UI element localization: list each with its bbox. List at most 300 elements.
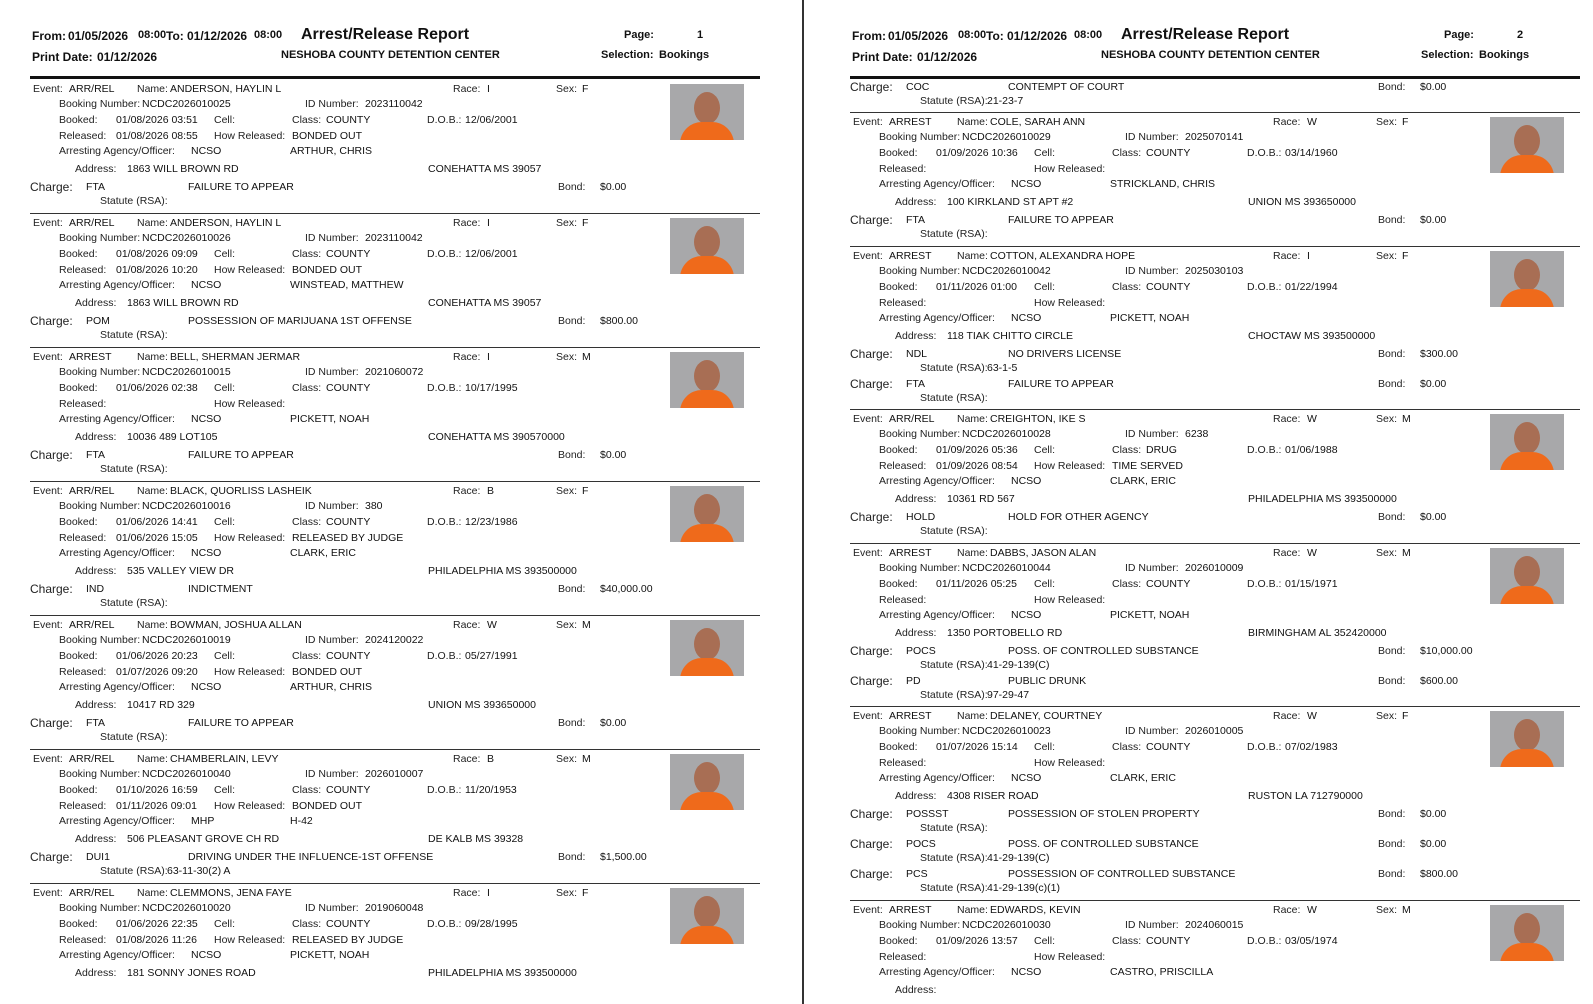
charge-label: Charge:	[30, 180, 73, 194]
event-type: ARR/REL	[889, 413, 935, 425]
inmate-name: BLACK, QUORLISS LASHEIK	[170, 485, 312, 497]
arresting-label: Arresting Agency/Officer:	[59, 949, 175, 961]
charge-bond: $1,500.00	[600, 851, 647, 863]
mugshot-photo	[1490, 905, 1564, 961]
class-label: Class:	[1112, 147, 1142, 159]
booking-entry	[850, 410, 1580, 544]
bond-label: Bond:	[558, 583, 586, 595]
id-number-label: ID Number:	[305, 232, 359, 244]
facility-name: NESHOBA COUNTY DETENTION CENTER	[281, 49, 500, 61]
cell-label: Cell:	[1034, 147, 1056, 159]
how-released-label: How Released:	[1034, 594, 1106, 606]
booking-number: NCDC2026010026	[142, 232, 231, 244]
page-divider	[802, 0, 804, 1004]
class-value: DRUG	[1146, 444, 1177, 456]
booking-entry	[850, 544, 1580, 707]
class-value: COUNTY	[1146, 935, 1191, 947]
event-label: Event:	[853, 413, 883, 425]
class-label: Class:	[1112, 935, 1142, 947]
charge-description: PUBLIC DRUNK	[1008, 675, 1087, 687]
released-datetime: 01/09/2026 08:54	[936, 460, 1018, 472]
id-number: 2026010005	[1185, 725, 1244, 737]
charge-description: FAILURE TO APPEAR	[188, 449, 294, 461]
released-label: Released:	[879, 951, 927, 963]
race-label: Race:	[1273, 250, 1301, 262]
city-state-zip: BIRMINGHAM AL 352420000	[1248, 627, 1387, 639]
booked-datetime: 01/11/2026 01:00	[936, 281, 1017, 293]
charge-bond: $10,000.00	[1420, 645, 1473, 657]
released-label: Released:	[879, 297, 927, 309]
arresting-label: Arresting Agency/Officer:	[59, 279, 175, 291]
sex-value: M	[1402, 904, 1411, 916]
id-number-label: ID Number:	[305, 366, 359, 378]
how-released-label: How Released:	[214, 264, 286, 276]
from-date: 01/05/2026	[888, 29, 949, 43]
id-number: 380	[365, 500, 383, 512]
inmate-name: ANDERSON, HAYLIN L	[170, 83, 282, 95]
bond-label: Bond:	[1378, 378, 1406, 390]
id-number-label: ID Number:	[1125, 131, 1179, 143]
released-datetime: 01/08/2026 08:55	[116, 130, 198, 142]
how-released-value: BONDED OUT	[292, 130, 363, 142]
name-label: Name:	[957, 710, 988, 722]
sex-label: Sex:	[556, 753, 578, 765]
dob-value: 12/06/2001	[465, 114, 518, 126]
inmate-name: BOWMAN, JOSHUA ALLAN	[170, 619, 302, 631]
name-label: Name:	[137, 351, 168, 363]
charge-code: PCS	[906, 868, 928, 880]
released-label: Released:	[59, 666, 107, 678]
arresting-agency: NCSO	[191, 145, 222, 157]
class-label: Class:	[292, 918, 322, 930]
mugshot-photo	[1490, 711, 1564, 767]
statute-label: Statute (RSA):	[100, 597, 168, 609]
address-value: 1863 WILL BROWN RD	[127, 163, 239, 175]
id-number: 2021060072	[365, 366, 424, 378]
charge-description: HOLD FOR OTHER AGENCY	[1008, 511, 1149, 523]
booked-label: Booked:	[59, 114, 98, 126]
charge-description: POSS. OF CONTROLLED SUBSTANCE	[1008, 838, 1199, 850]
mugshot-body	[680, 658, 734, 676]
booking-number: NCDC2026010015	[142, 366, 231, 378]
dob-label: D.O.B.:	[1247, 147, 1282, 159]
mugshot-head	[1514, 719, 1540, 751]
how-released-value: RELEASED BY JUDGE	[292, 532, 404, 544]
city-state-zip: UNION MS 393650000	[1248, 196, 1356, 208]
event-label: Event:	[33, 83, 63, 95]
event-label: Event:	[853, 547, 883, 559]
charge-code: NDL	[906, 348, 928, 360]
carried-charge-code: COC	[906, 81, 930, 93]
race-label: Race:	[453, 83, 481, 95]
race-label: Race:	[1273, 710, 1301, 722]
report-title: Arrest/Release Report	[1121, 26, 1290, 43]
carried-charge-bond: $0.00	[1420, 81, 1447, 93]
dob-label: D.O.B.:	[427, 114, 462, 126]
booked-datetime: 01/06/2026 02:38	[116, 382, 198, 394]
booked-label: Booked:	[59, 918, 98, 930]
released-label: Released:	[59, 532, 107, 544]
inmate-name: DABBS, JASON ALAN	[990, 547, 1097, 559]
mugshot-body	[1500, 452, 1554, 470]
event-label: Event:	[33, 217, 63, 229]
charge-label: Charge:	[30, 314, 73, 328]
page-number: 1	[697, 29, 704, 41]
how-released-label: How Released:	[214, 398, 286, 410]
id-number: 2024060015	[1185, 919, 1244, 931]
arresting-officer: CLARK, ERIC	[1110, 475, 1176, 487]
race-value: W	[1307, 116, 1317, 128]
sex-value: M	[582, 351, 591, 363]
class-value: COUNTY	[326, 650, 371, 662]
charge-code: IND	[86, 583, 105, 595]
address-label: Address:	[75, 565, 117, 577]
address-label: Address:	[75, 163, 117, 175]
released-label: Released:	[879, 460, 927, 472]
address-label: Address:	[895, 330, 937, 342]
id-number: 2026010009	[1185, 562, 1244, 574]
event-label: Event:	[853, 116, 883, 128]
charge-bond: $0.00	[600, 449, 627, 461]
arresting-officer: PICKETT, NOAH	[290, 949, 370, 961]
report-page-2	[850, 0, 1580, 1004]
city-state-zip: CONEHATTA MS 390570000	[428, 431, 565, 443]
race-value: W	[1307, 710, 1317, 722]
race-label: Race:	[1273, 904, 1301, 916]
race-value: I	[487, 351, 490, 363]
facility-name: NESHOBA COUNTY DETENTION CENTER	[1101, 49, 1320, 61]
charge-statute: 41-29-139(C)	[987, 659, 1050, 671]
class-label: Class:	[1112, 444, 1142, 456]
arresting-agency: NCSO	[1011, 772, 1042, 784]
charge-description: POSS. OF CONTROLLED SUBSTANCE	[1008, 645, 1199, 657]
booking-number: NCDC2026010040	[142, 768, 231, 780]
charge-description: POSSESSION OF CONTROLLED SUBSTANCE	[1008, 868, 1236, 880]
arresting-officer: STRICKLAND, CHRIS	[1110, 178, 1216, 190]
statute-label: Statute (RSA):	[100, 329, 168, 341]
arresting-label: Arresting Agency/Officer:	[879, 772, 995, 784]
id-number-label: ID Number:	[305, 634, 359, 646]
booking-number-label: Booking Number:	[59, 768, 141, 780]
booking-entry	[850, 707, 1580, 901]
sex-value: M	[1402, 547, 1411, 559]
booking-entry	[30, 884, 760, 1004]
booking-number-label: Booking Number:	[59, 232, 141, 244]
race-value: W	[1307, 547, 1317, 559]
mugshot-body	[680, 122, 734, 140]
arresting-agency: NCSO	[191, 681, 222, 693]
statute-label: Statute (RSA):	[920, 228, 988, 240]
charge-bond: $0.00	[600, 181, 627, 193]
mugshot-photo	[1490, 548, 1564, 604]
charge-code: POM	[86, 315, 110, 327]
released-datetime: 01/08/2026 11:26	[116, 934, 197, 946]
report-page-1	[30, 0, 760, 1004]
class-value: COUNTY	[1146, 578, 1191, 590]
class-label: Class:	[292, 784, 322, 796]
booked-datetime: 01/06/2026 20:23	[116, 650, 198, 662]
dob-label: D.O.B.:	[427, 650, 462, 662]
inmate-name: COLE, SARAH ANN	[990, 116, 1086, 128]
from-label: From:	[852, 29, 886, 43]
mugshot-head	[694, 226, 720, 258]
charge-description: FAILURE TO APPEAR	[1008, 378, 1114, 390]
mugshot-body	[1500, 289, 1554, 307]
charge-code: POCS	[906, 838, 936, 850]
bond-label: Bond:	[1378, 675, 1406, 687]
sex-value: F	[1402, 710, 1409, 722]
arresting-agency: NCSO	[191, 547, 222, 559]
event-type: ARREST	[889, 250, 932, 262]
booked-datetime: 01/06/2026 14:41	[116, 516, 198, 528]
arresting-agency: NCSO	[191, 413, 222, 425]
how-released-label: How Released:	[1034, 297, 1106, 309]
booking-number-label: Booking Number:	[59, 634, 141, 646]
city-state-zip: CONEHATTA MS 39057	[428, 297, 542, 309]
sex-value: F	[582, 887, 589, 899]
class-value: COUNTY	[326, 382, 371, 394]
charge-label: Charge:	[850, 674, 893, 688]
statute-label: Statute (RSA):	[920, 362, 988, 374]
arresting-agency: NCSO	[1011, 966, 1042, 978]
booking-number-label: Booking Number:	[879, 919, 961, 931]
mugshot-head	[1514, 422, 1540, 454]
arresting-agency: NCSO	[1011, 609, 1042, 621]
booking-number: NCDC2026010044	[962, 562, 1051, 574]
name-label: Name:	[137, 83, 168, 95]
mugshot-head	[1514, 125, 1540, 157]
charge-bond: $0.00	[600, 717, 627, 729]
how-released-label: How Released:	[1034, 460, 1106, 472]
arresting-label: Arresting Agency/Officer:	[59, 547, 175, 559]
arresting-label: Arresting Agency/Officer:	[59, 413, 175, 425]
charge-description: FAILURE TO APPEAR	[188, 181, 294, 193]
arresting-agency: NCSO	[191, 949, 222, 961]
race-label: Race:	[453, 619, 481, 631]
to-date: 01/12/2026	[1007, 29, 1068, 43]
charge-bond: $0.00	[1420, 214, 1447, 226]
cell-label: Cell:	[1034, 281, 1056, 293]
inmate-name: DELANEY, COURTNEY	[990, 710, 1103, 722]
name-label: Name:	[137, 485, 168, 497]
address-value: 1863 WILL BROWN RD	[127, 297, 239, 309]
mugshot-head	[694, 628, 720, 660]
sex-value: F	[582, 485, 589, 497]
from-time: 08:00	[138, 29, 167, 41]
event-type: ARR/REL	[69, 887, 115, 899]
city-state-zip: DE KALB MS 39328	[428, 833, 524, 845]
sex-label: Sex:	[556, 351, 578, 363]
charge-statute: 63-1-5	[987, 362, 1018, 374]
charge-bond: $0.00	[1420, 511, 1447, 523]
from-date: 01/05/2026	[68, 29, 129, 43]
released-datetime: 01/06/2026 15:05	[116, 532, 198, 544]
id-number: 2025070141	[1185, 131, 1244, 143]
dob-value: 01/15/1971	[1285, 578, 1338, 590]
id-number-label: ID Number:	[1125, 919, 1179, 931]
statute-label: Statute (RSA):	[920, 392, 988, 404]
statute-label: Statute (RSA):	[920, 822, 988, 834]
how-released-label: How Released:	[214, 800, 286, 812]
carried-over-charge	[850, 80, 1580, 113]
city-state-zip: PHILADELPHIA MS 393500000	[428, 967, 577, 979]
to-date: 01/12/2026	[187, 29, 248, 43]
event-label: Event:	[33, 619, 63, 631]
cell-label: Cell:	[214, 382, 236, 394]
mugshot-photo	[670, 218, 744, 274]
booked-label: Booked:	[59, 516, 98, 528]
address-label: Address:	[75, 297, 117, 309]
booking-number-label: Booking Number:	[879, 725, 961, 737]
booking-entry	[30, 616, 760, 750]
arresting-officer: PICKETT, NOAH	[290, 413, 370, 425]
dob-value: 01/22/1994	[1285, 281, 1338, 293]
name-label: Name:	[137, 217, 168, 229]
booking-number-label: Booking Number:	[879, 265, 961, 277]
class-label: Class:	[1112, 741, 1142, 753]
class-label: Class:	[292, 516, 322, 528]
id-number-label: ID Number:	[1125, 725, 1179, 737]
address-value: 4308 RISER ROAD	[947, 790, 1039, 802]
released-label: Released:	[879, 594, 927, 606]
how-released-value: BONDED OUT	[292, 666, 363, 678]
charge-code: FTA	[86, 449, 106, 461]
city-state-zip: UNION MS 393650000	[428, 699, 536, 711]
arresting-agency: NCSO	[1011, 178, 1042, 190]
inmate-name: COTTON, ALEXANDRA HOPE	[990, 250, 1136, 262]
class-label: Class:	[292, 248, 322, 260]
arresting-label: Arresting Agency/Officer:	[59, 145, 175, 157]
mugshot-photo	[670, 754, 744, 810]
statute-label: Statute (RSA):	[920, 95, 988, 107]
how-released-label: How Released:	[214, 532, 286, 544]
mugshot-body	[680, 256, 734, 274]
address-value: 1350 PORTOBELLO RD	[947, 627, 1063, 639]
race-value: I	[1307, 250, 1310, 262]
mugshot-photo	[670, 84, 744, 140]
page-label: Page:	[1444, 29, 1474, 41]
id-number-label: ID Number:	[1125, 265, 1179, 277]
booked-label: Booked:	[879, 741, 918, 753]
booking-entry	[30, 750, 760, 884]
dob-value: 12/23/1986	[465, 516, 518, 528]
event-type: ARR/REL	[69, 217, 115, 229]
race-value: I	[487, 887, 490, 899]
released-datetime: 01/07/2026 09:20	[116, 666, 198, 678]
print-date: 01/12/2026	[97, 50, 158, 64]
booking-entry	[850, 901, 1580, 1004]
selection-label: Selection:	[601, 49, 654, 61]
released-label: Released:	[59, 800, 107, 812]
report-header	[30, 0, 760, 76]
mugshot-photo	[1490, 251, 1564, 307]
carried-charge-description: CONTEMPT OF COURT	[1008, 81, 1125, 93]
mugshot-head	[1514, 913, 1540, 945]
id-number: 2023110042	[365, 98, 423, 110]
statute-label: Statute (RSA):	[100, 731, 168, 743]
how-released-value: RELEASED BY JUDGE	[292, 934, 404, 946]
race-label: Race:	[453, 217, 481, 229]
charge-bond: $0.00	[1420, 378, 1447, 390]
class-value: COUNTY	[326, 114, 371, 126]
bond-label: Bond:	[1378, 81, 1406, 93]
event-label: Event:	[853, 250, 883, 262]
class-label: Class:	[292, 114, 322, 126]
print-date-label: Print Date:	[32, 50, 93, 64]
booking-entry	[30, 482, 760, 616]
how-released-label: How Released:	[1034, 757, 1106, 769]
charge-code: FTA	[906, 378, 926, 390]
name-label: Name:	[137, 753, 168, 765]
dob-value: 05/27/1991	[465, 650, 518, 662]
arresting-officer: PICKETT, NOAH	[1110, 609, 1190, 621]
charge-code: FTA	[86, 181, 106, 193]
arresting-label: Arresting Agency/Officer:	[59, 815, 175, 827]
booked-label: Booked:	[59, 248, 98, 260]
booking-entry	[30, 348, 760, 482]
mugshot-photo	[670, 352, 744, 408]
dob-label: D.O.B.:	[1247, 935, 1282, 947]
dob-value: 03/05/1974	[1285, 935, 1338, 947]
address-value: 10417 RD 329	[127, 699, 195, 711]
arresting-label: Arresting Agency/Officer:	[879, 966, 995, 978]
class-value: COUNTY	[326, 248, 371, 260]
mugshot-body	[680, 926, 734, 944]
bond-label: Bond:	[558, 449, 586, 461]
to-time: 08:00	[1074, 29, 1103, 41]
id-number-label: ID Number:	[1125, 428, 1179, 440]
address-value: 10036 489 LOT105	[127, 431, 218, 443]
cell-label: Cell:	[1034, 444, 1056, 456]
released-label: Released:	[59, 398, 107, 410]
arresting-officer: CLARK, ERIC	[1110, 772, 1176, 784]
event-type: ARR/REL	[69, 619, 115, 631]
dob-label: D.O.B.:	[427, 248, 462, 260]
cell-label: Cell:	[1034, 935, 1056, 947]
charge-label: Charge:	[30, 850, 73, 864]
charge-bond: $600.00	[1420, 675, 1458, 687]
how-released-label: How Released:	[1034, 163, 1106, 175]
bond-label: Bond:	[558, 315, 586, 327]
booking-entry	[30, 214, 760, 348]
address-label: Address:	[895, 196, 937, 208]
event-label: Event:	[33, 485, 63, 497]
bond-label: Bond:	[1378, 838, 1406, 850]
bond-label: Bond:	[1378, 868, 1406, 880]
how-released-value: BONDED OUT	[292, 264, 363, 276]
event-label: Event:	[853, 710, 883, 722]
race-value: I	[487, 217, 490, 229]
booking-entry	[30, 80, 760, 214]
event-type: ARREST	[889, 116, 932, 128]
mugshot-photo	[670, 620, 744, 676]
booked-label: Booked:	[879, 578, 918, 590]
event-type: ARR/REL	[69, 83, 115, 95]
mugshot-body	[1500, 943, 1554, 961]
dob-label: D.O.B.:	[427, 784, 462, 796]
charge-label: Charge:	[850, 213, 893, 227]
id-number-label: ID Number:	[305, 500, 359, 512]
id-number-label: ID Number:	[305, 768, 359, 780]
cell-label: Cell:	[214, 114, 236, 126]
charge-description: FAILURE TO APPEAR	[1008, 214, 1114, 226]
event-type: ARREST	[889, 547, 932, 559]
booking-number-label: Booking Number:	[59, 366, 141, 378]
released-datetime: 01/08/2026 10:20	[116, 264, 198, 276]
inmate-name: CHAMBERLAIN, LEVY	[170, 753, 279, 765]
arresting-officer: H-42	[290, 815, 313, 827]
bond-label: Bond:	[1378, 348, 1406, 360]
